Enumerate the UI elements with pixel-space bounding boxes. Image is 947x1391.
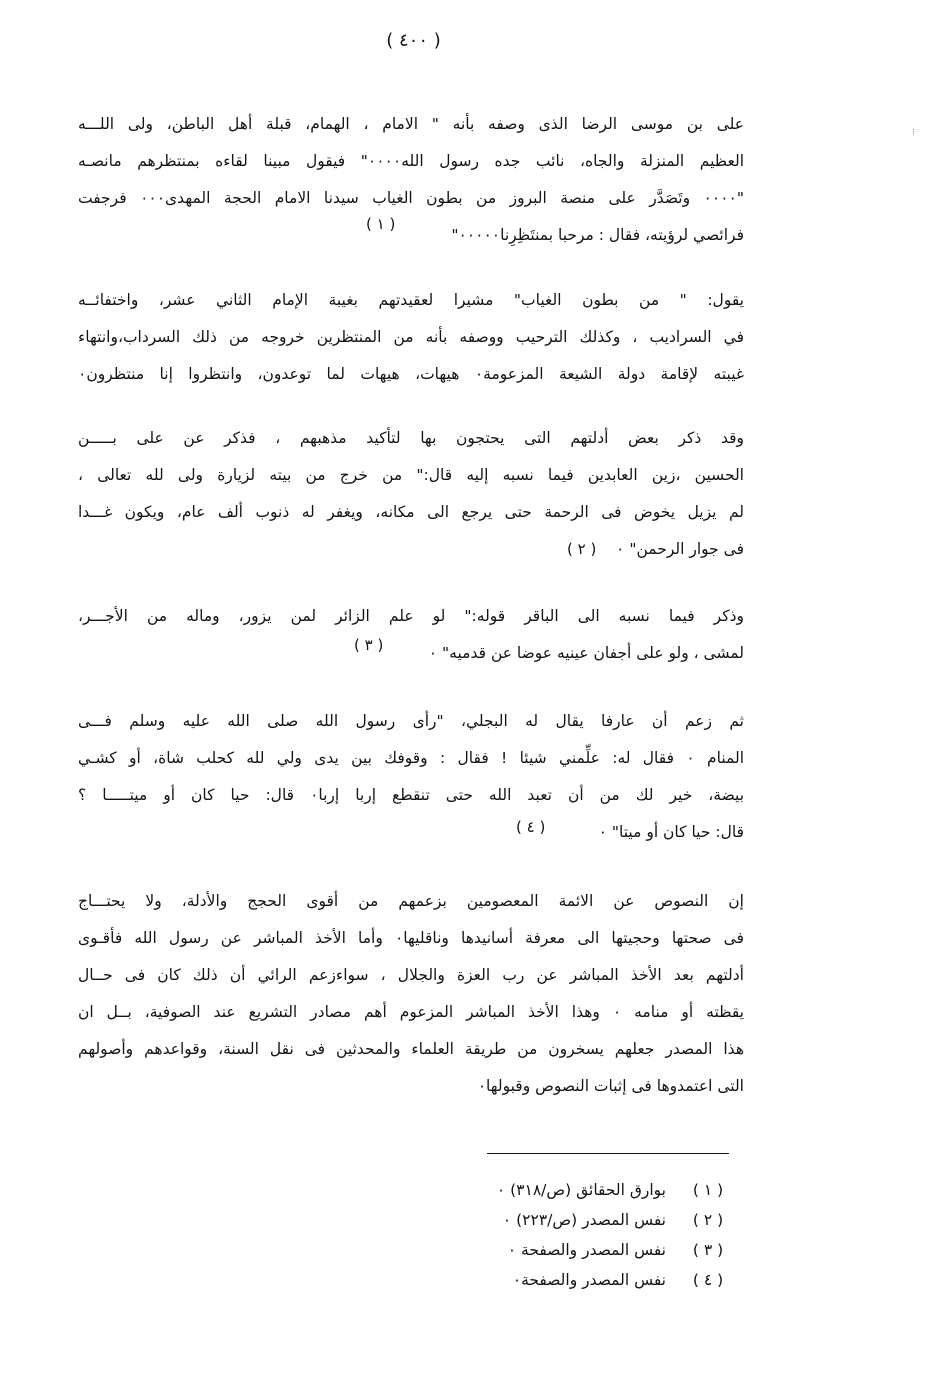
- footnote-item: [430, 1205, 730, 1235]
- paragraph-line: لم يزيل يخوض فى الرحمة حتى يرجع الى مكانه، ويغفر له ذنوب ألف عام، ويكون غـــدا: [78, 503, 744, 521]
- paragraph-line: ثم زعم أن عارفا يقال له البجلي، "رأى رسول الله صلى الله عليه وسلم فـــى: [78, 712, 744, 730]
- paragraph-line: قال: حيا كان أو ميتا" ٠: [598, 823, 744, 841]
- footnote-item: [430, 1235, 730, 1265]
- footnote-number: ( ٢ ): [692, 1211, 724, 1229]
- paragraph-line: وذكر فيما نسبه الى الباقر قوله:" لو علم الزائر لمن يزور، وماله من الأجـــر،: [78, 607, 744, 625]
- footnote-separator: [487, 1153, 729, 1154]
- paragraph-line: هذا المصدر جعلهم يسخرون من طريقة العلماء والمحدثين فى نقل السنة، وقواعدهم وأصولهم: [78, 1040, 744, 1058]
- paragraph-line: المنام ٠ فقال له: علِّمني شيئا ! فقال : وقوفك بين يدى ولي لله كحلب شاة، أو كشـي: [78, 749, 744, 767]
- paragraph-line: أدلتهم بعد الأخذ المباشر عن رب العزة والجلال ، سواءزعم الرائي أن ذلك كان فى حــال: [78, 966, 744, 984]
- paragraph-line: العظيم المنزلة والجاه، نائب جده رسول الله٠٠٠٠" فيقول مبينا لقاءه بمنتظرهم مانصـه: [78, 152, 744, 170]
- footnote-item: [430, 1175, 730, 1205]
- footnote-text: بوارق الحقائق (ص/٣١٨) ٠: [496, 1181, 666, 1199]
- footnotes-list: [430, 1175, 730, 1295]
- paragraph-line: غيبته لإقامة دولة الشيعة المزعومة٠ هيهات، هيهات لما توعدون، وانتظروا إنا منتظرون٠: [78, 365, 744, 383]
- paragraph-line: إن النصوص عن الائمة المعصومين بزعمهم من أقوى الحجج والأدلة، ولا يحتـــاج: [78, 892, 744, 910]
- paragraph-line: بيضة، خير لك من أن تعبد الله حتى تنقطع إربا إربا٠ قال: حيا كان أو ميتـــــا ؟: [78, 786, 744, 804]
- margin-mark: ⁝: [912, 128, 915, 138]
- paragraph-line: في السراديب ، وكذلك الترحيب ووصفه بأنه من المنتظرين خروجه من ذلك السرداب،وانتهاء: [78, 328, 744, 346]
- footnote-reference: ( ٢ ): [567, 540, 597, 558]
- paragraph-6: [78, 883, 744, 1105]
- footnote-reference: ( ١ ): [366, 215, 396, 233]
- paragraph-line: وقد ذكر بعض أدلتهم التى يحتجون بها لتأكيد مذهبهم ، فذكر عن على بـــــن: [78, 429, 744, 447]
- footnote-text: نفس المصدر والصفحة٠: [512, 1271, 666, 1289]
- paragraph-2: [78, 282, 744, 393]
- paragraph-line: على بن موسى الرضا الذى وصفه بأنه " الامام ، الهمام، قبلة أهل الباطن، ولى اللـــه: [78, 115, 744, 133]
- paragraph-1: [78, 106, 744, 254]
- paragraph-3: [78, 420, 744, 568]
- paragraph-4: [78, 598, 744, 672]
- paragraph-line: التى اعتمدوها فى إثبات النصوص وقبولها٠: [477, 1077, 744, 1095]
- footnote-number: ( ٤ ): [692, 1271, 724, 1289]
- paragraph-line: الحسين ،زين العابدين فيما نسبه إليه قال:" من خرج من بيته لزيارة ولى لله تعالى ،: [78, 466, 744, 484]
- paragraph-line: يقظته أو منامه ٠ وهذا الأخذ المباشر المزعوم أهم مصادر التشريع عند الصوفية، بــل ان: [78, 1003, 744, 1021]
- paragraph-line: لمشى ، ولو على أجفان عينيه عوضا عن قدميه" ٠: [428, 644, 744, 662]
- footnote-reference: ( ٣ ): [354, 636, 384, 654]
- paragraph-5: [78, 703, 744, 851]
- paragraph-line: فى جوار الرحمن" ٠: [616, 540, 744, 558]
- paragraph-line: يقول: " من بطون الغياب" مشيرا لعقيدتهم بغيبة الإمام الثاني عشر، واختفائــه: [78, 291, 744, 309]
- paragraph-line: "٠٠٠٠ وتَصَدَّر على منصة البروز من بطون الغياب سيدنا الامام الحجة المهدى٠٠٠ فرجفت: [78, 189, 744, 207]
- page-number: ( ٤٠٠ ): [386, 30, 441, 51]
- paragraph-line: فرائصي لرؤيته، فقال : مرحبا بمنتَظِرِنا٠٠٠٠٠": [451, 226, 744, 244]
- footnote-text: نفس المصدر (ص/٢٢٣) ٠: [502, 1211, 666, 1229]
- paragraph-line: فى صحتها وحجيتها الى معرفة أسانيدها وناقليها٠ وأما الأخذ المباشر عن رسول الله فأقـوى: [78, 929, 744, 947]
- footnote-number: ( ١ ): [692, 1181, 724, 1199]
- footnote-number: ( ٣ ): [692, 1241, 724, 1259]
- footnote-reference: ( ٤ ): [516, 818, 546, 836]
- footnote-item: [430, 1265, 730, 1295]
- footnote-text: نفس المصدر والصفحة ٠: [507, 1241, 666, 1259]
